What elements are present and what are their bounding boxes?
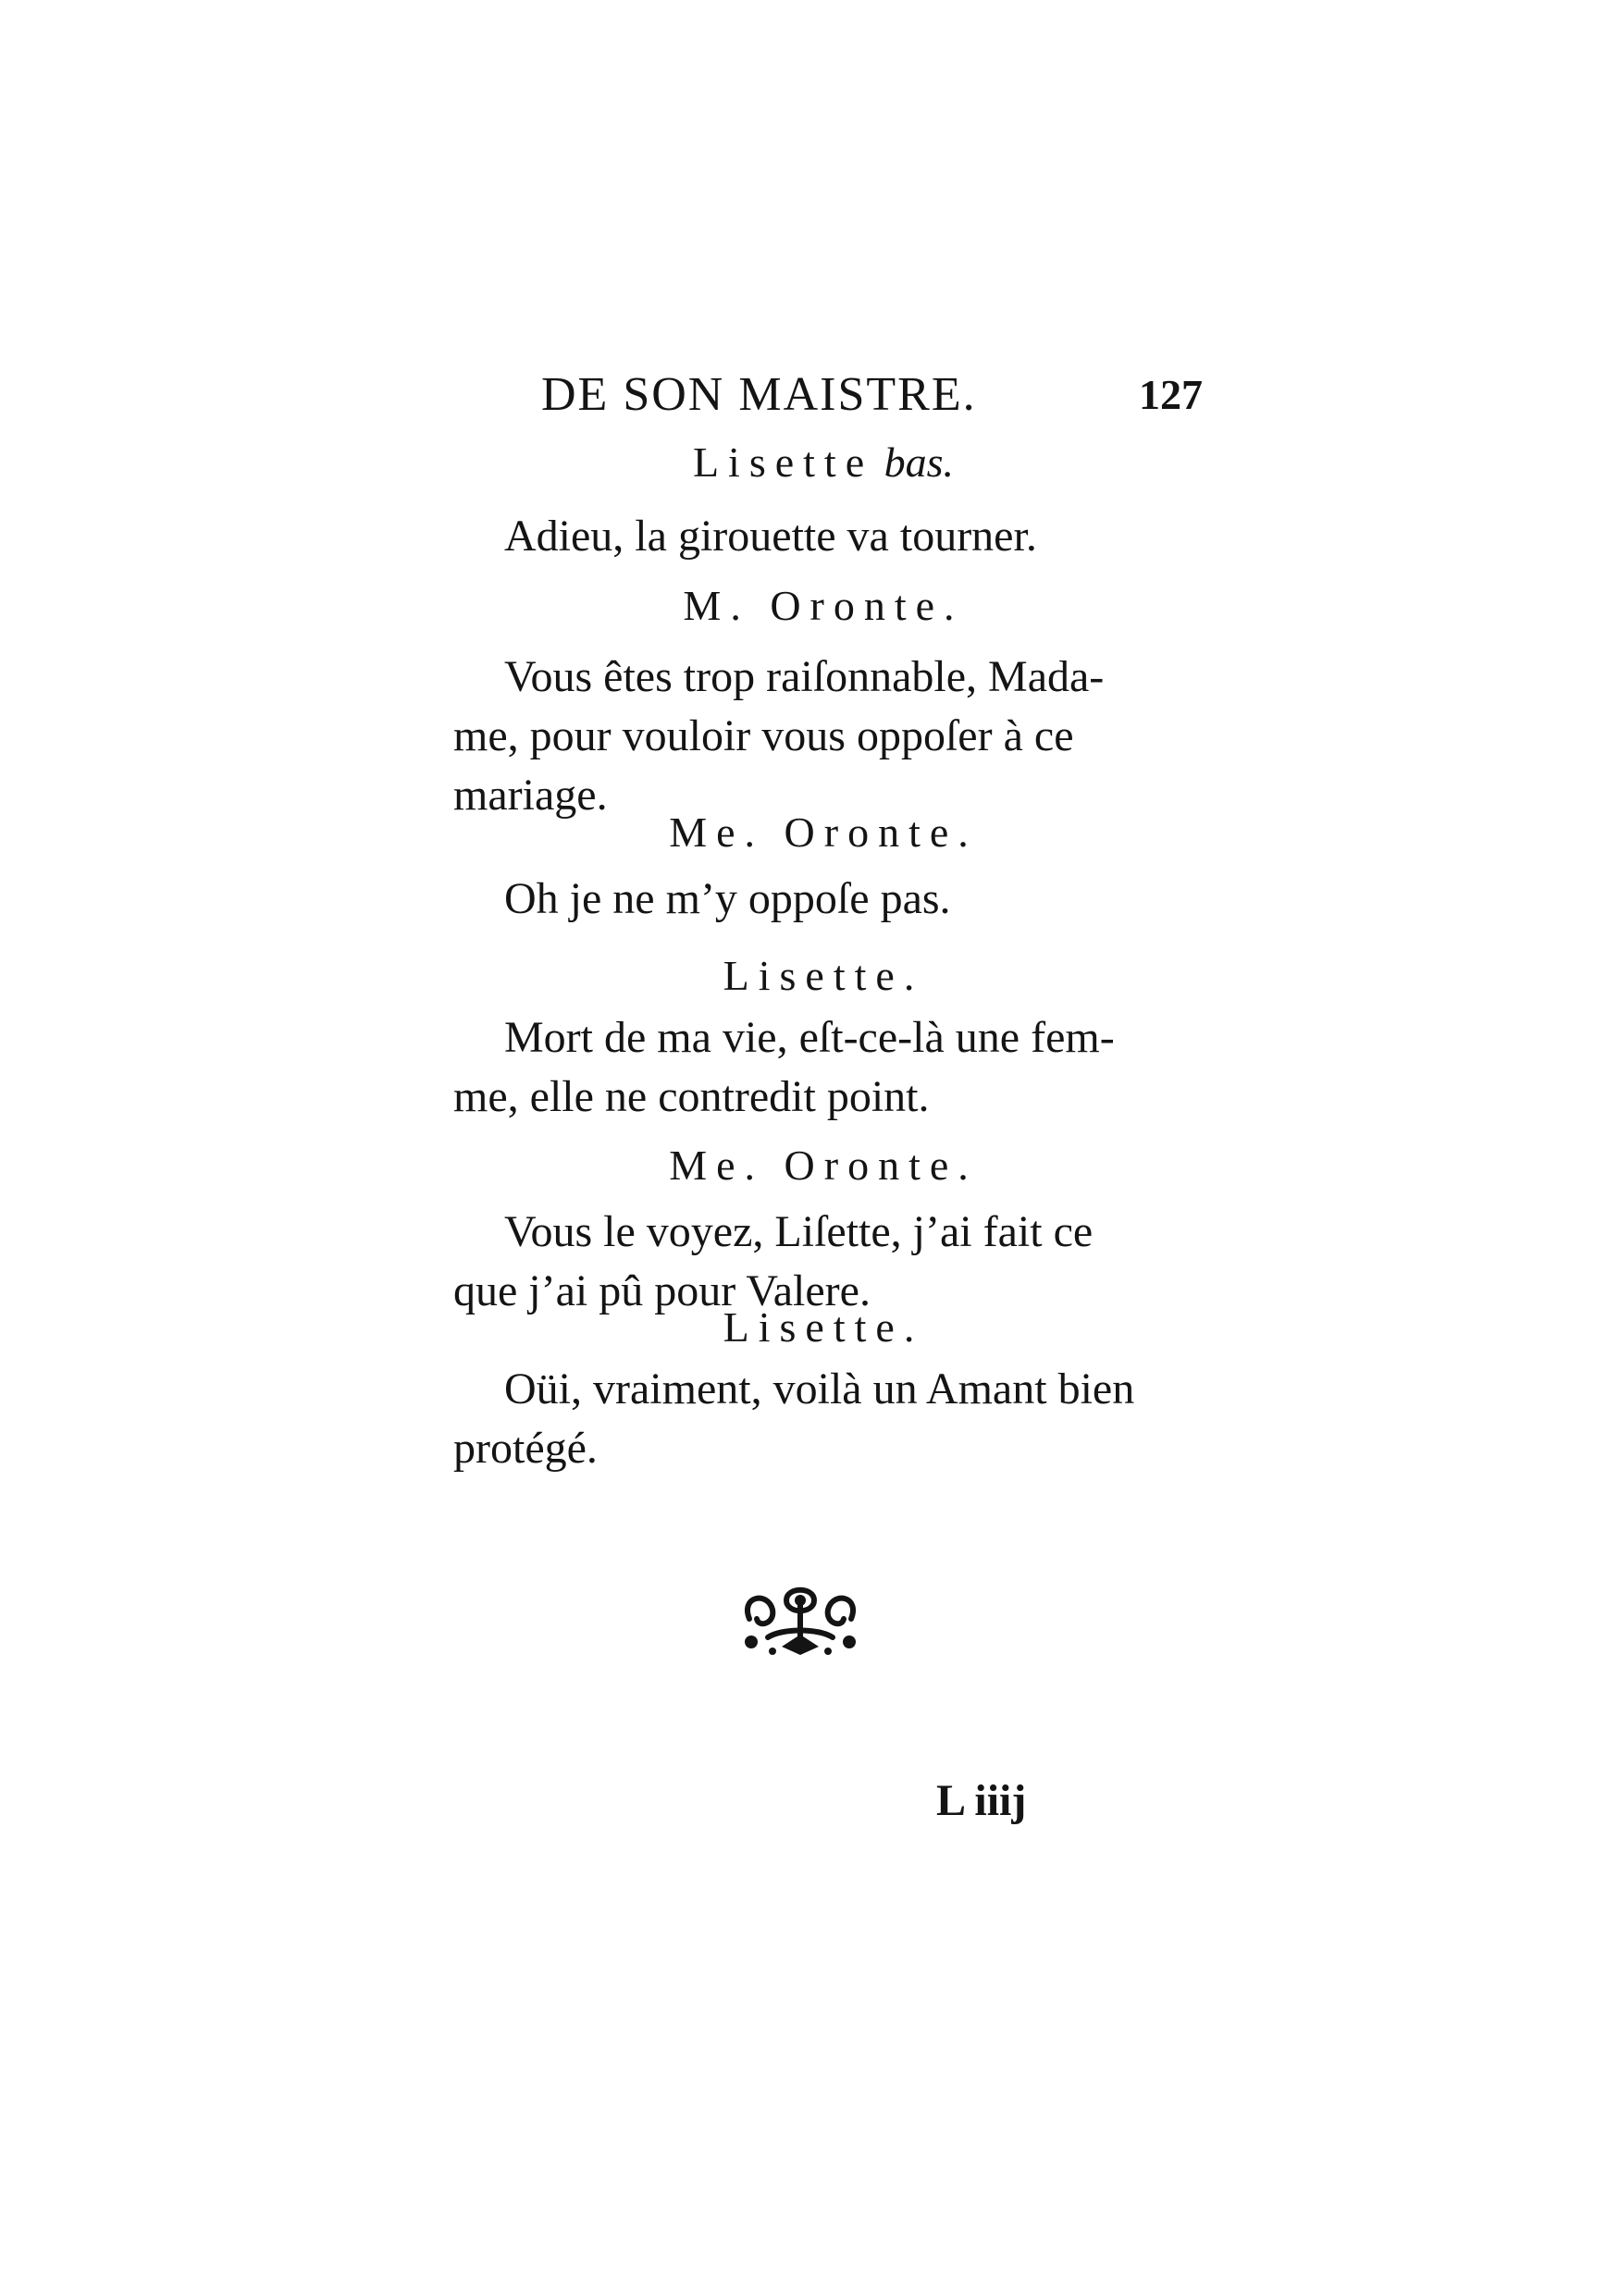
stage-direction: bas. [884,438,955,486]
speech-line: Oüi, vraiment, voilà un Amant bien [504,1364,1135,1413]
signature-mark: L iiij [936,1776,1027,1825]
fleuron-ornament-icon [731,1577,870,1660]
page-number: 127 [1139,371,1203,418]
speech-line: Vous êtes trop raiſonnable, Mada- [504,652,1105,701]
speaker-name: M. Oronte. [683,582,964,629]
speaker-name: Me. Oronte. [669,809,978,856]
speaker-heading [444,1138,1203,1193]
speech [453,507,1170,566]
speech-line: me, elle ne contredit point. [453,1072,930,1121]
speaker-heading [444,805,1203,860]
speech-line: protégé. [453,1424,598,1473]
speech-line: mariage. [453,771,608,820]
speech [453,1008,1170,1127]
speaker-name: Me. Oronte. [669,1142,978,1189]
speaker-heading [444,948,1203,1004]
speaker-heading [444,578,1203,634]
speaker-heading [444,1300,1203,1355]
speech [453,870,1170,929]
speech [453,1360,1170,1478]
speech-line: Oh je ne m’y oppoſe pas. [504,874,951,923]
speech-line: me, pour vouloir vous oppoſer à ce [453,711,1074,760]
running-header [541,363,1203,427]
speaker-heading [444,435,1203,490]
speech [453,648,1170,825]
speech-line: Mort de ma vie, eſt-ce-là une fem- [504,1013,1115,1062]
speaker-name: Lisette. [723,952,924,999]
running-title: DE SON MAISTRE. [541,368,977,421]
speech-line: Vous le voyez, Liſette, j’ai fait ce [504,1207,1094,1256]
speaker-name: Lisette [692,438,874,486]
speech-line: que j’ai pû pour Valere. [453,1266,871,1315]
speaker-name: Lisette. [723,1303,924,1351]
speech-line: Adieu, la girouette va tourner. [504,512,1037,561]
